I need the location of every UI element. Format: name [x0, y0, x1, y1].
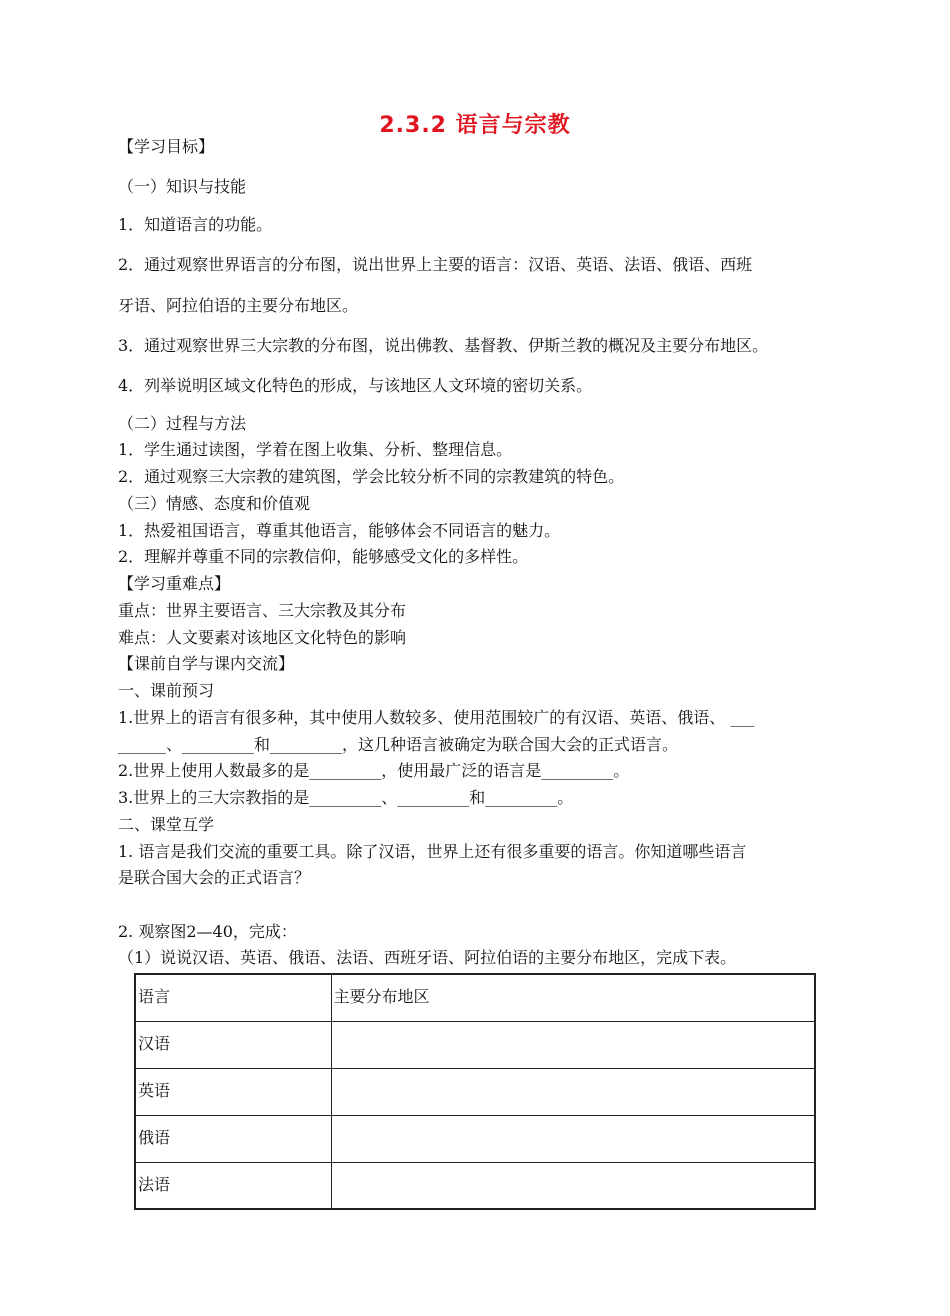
- section-heading-keypoints: 【学习重难点】: [118, 574, 231, 593]
- table-header-cell: 语言: [135, 974, 331, 1021]
- table-cell-region-blank[interactable]: [331, 1162, 815, 1209]
- text-line: 难点：人文要素对该地区文化特色的影响: [118, 628, 407, 647]
- section-heading-objectives: 【学习目标】: [118, 137, 215, 156]
- section-heading-selfstudy: 【课前自学与课内交流】: [118, 654, 295, 673]
- table-cell-region-blank[interactable]: [331, 1068, 815, 1115]
- fill-blank-question: 2.世界上使用人数最多的是_________，使用最广泛的语言是_________。: [118, 761, 630, 780]
- table-cell-region-blank[interactable]: [331, 1115, 815, 1162]
- text-line: （1）说说汉语、英语、俄语、法语、西班牙语、阿拉伯语的主要分布地区，完成下表。: [118, 948, 737, 967]
- text-line: 1．热爱祖国语言，尊重其他语言，能够体会不同语言的魅力。: [118, 521, 561, 540]
- language-distribution-table: [134, 973, 816, 1210]
- fill-blank-question: ______、_________和_________，这几种语言被确定为联合国大会的正式语言。: [118, 735, 679, 754]
- table-cell-language: 汉语: [135, 1021, 331, 1068]
- table-row: [135, 1162, 815, 1209]
- text-line: 2．理解并尊重不同的宗教信仰，能够感受文化的多样性。: [118, 547, 529, 566]
- text-line: 4．列举说明区域文化特色的形成，与该地区人文环境的密切关系。: [118, 376, 593, 395]
- page-title: 2.3.2 语言与宗教: [379, 113, 571, 138]
- text-line: 重点：世界主要语言、三大宗教及其分布: [118, 601, 407, 620]
- text-line: 2. 观察图2—40，完成：: [118, 922, 297, 941]
- subsection-heading: 二、课堂互学: [118, 815, 215, 834]
- text-line: 2．通过观察世界语言的分布图，说出世界上主要的语言：汉语、英语、法语、俄语、西班: [118, 255, 753, 274]
- text-line: 2．通过观察三大宗教的建筑图，学会比较分析不同的宗教建筑的特色。: [118, 467, 625, 486]
- text-line: 1. 语言是我们交流的重要工具。除了汉语，世界上还有很多重要的语言。你知道哪些语言: [118, 842, 747, 861]
- table-header-cell: 主要分布地区: [331, 974, 815, 1021]
- table-cell-region-blank[interactable]: [331, 1021, 815, 1068]
- table-row: [135, 1115, 815, 1162]
- text-line: 是联合国大会的正式语言？: [118, 868, 311, 887]
- text-line: 1．知道语言的功能。: [118, 215, 273, 234]
- fill-blank-question: 3.世界上的三大宗教指的是_________、_________和_________。: [118, 788, 574, 807]
- table-cell-language: 俄语: [135, 1115, 331, 1162]
- subsection-heading: （二）过程与方法: [118, 414, 247, 433]
- subsection-heading: （一）知识与技能: [118, 177, 247, 196]
- subsection-heading: （三）情感、态度和价值观: [118, 494, 311, 513]
- text-line: 3．通过观察世界三大宗教的分布图，说出佛教、基督教、伊斯兰教的概况及主要分布地区。: [118, 336, 769, 355]
- subsection-heading: 一、课前预习: [118, 681, 215, 700]
- table-cell-language: 英语: [135, 1068, 331, 1115]
- text-line: 1．学生通过读图，学着在图上收集、分析、整理信息。: [118, 440, 513, 459]
- text-line: 牙语、阿拉伯语的主要分布地区。: [118, 296, 359, 315]
- table-row: [135, 1068, 815, 1115]
- fill-blank-question: 1.世界上的语言有很多种，其中使用人数较多、使用范围较广的有汉语、英语、俄语、 ___: [118, 708, 755, 727]
- table-header-row: [135, 974, 815, 1021]
- table-cell-language: 法语: [135, 1162, 331, 1209]
- table-row: [135, 1021, 815, 1068]
